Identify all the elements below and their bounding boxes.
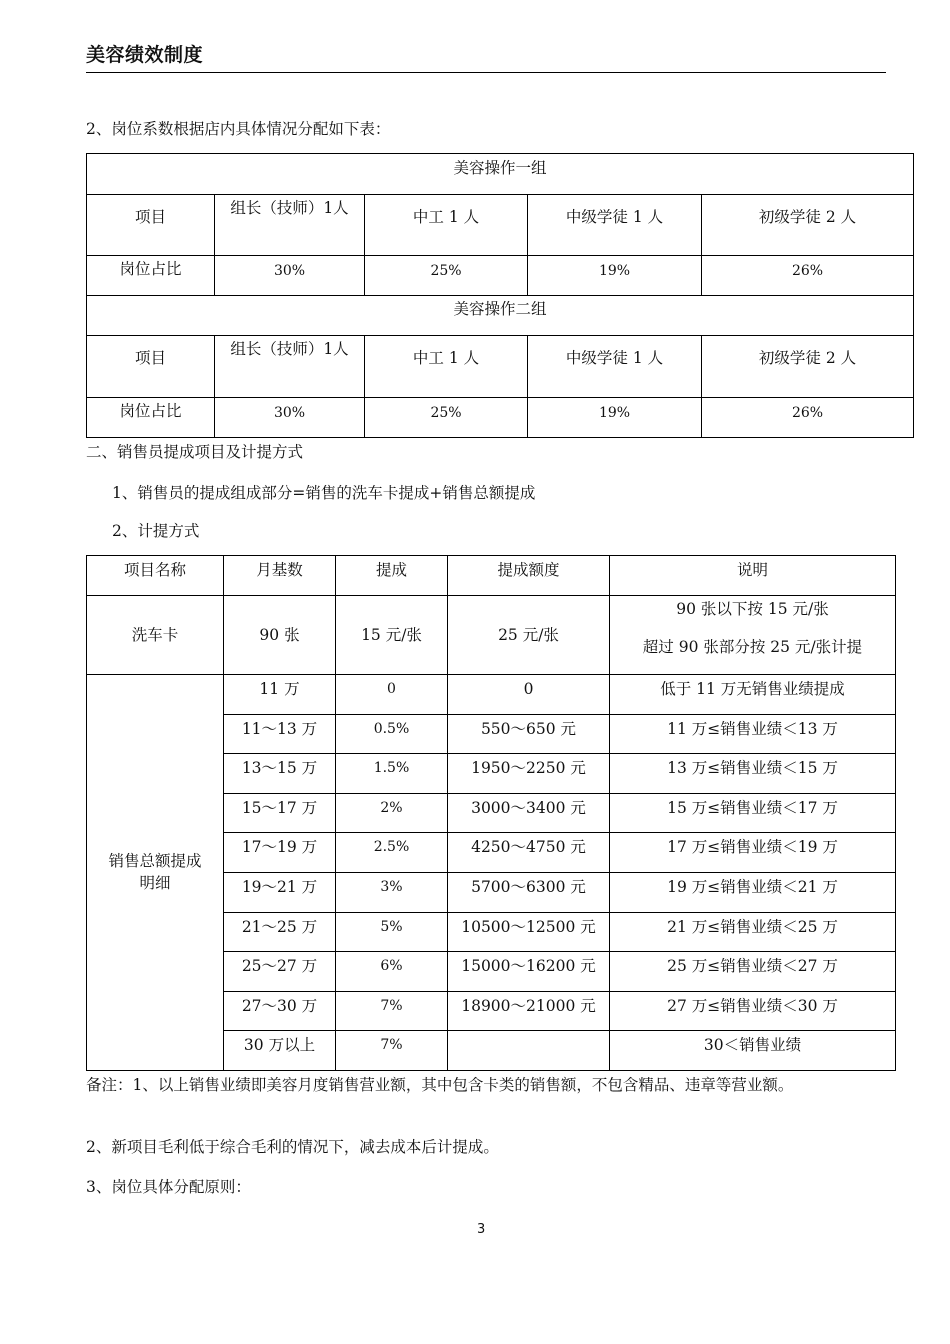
sales-rate-cell: 3% <box>336 872 448 912</box>
table-row <box>87 675 896 715</box>
sales-amount-cell: 10500～12500 元 <box>448 912 610 952</box>
header-cell: 中工 1 人 <box>365 336 528 398</box>
sales-rate-cell: 0.5% <box>336 714 448 754</box>
sales-detail-label: 销售总额提成明细 <box>87 675 224 1071</box>
header-cell: 项目 <box>87 336 215 398</box>
sales-note-cell: 19 万≤销售业绩＜21 万 <box>610 872 896 912</box>
value-cell: 30% <box>215 398 365 438</box>
sales-rate-cell: 2% <box>336 793 448 833</box>
header-divider <box>86 72 886 73</box>
sales-range-cell: 27～30 万 <box>224 991 336 1031</box>
wash-card-base: 90 张 <box>224 596 336 675</box>
sales-rate-cell: 2.5% <box>336 833 448 873</box>
header-cell: 初级学徒 2 人 <box>702 336 914 398</box>
value-cell: 30% <box>215 256 365 296</box>
sales-range-cell: 13～15 万 <box>224 754 336 794</box>
value-label-cell: 岗位占比 <box>87 398 215 438</box>
sales-amount-cell: 18900～21000 元 <box>448 991 610 1031</box>
group-title: 美容操作一组 <box>87 154 914 195</box>
sales-note-cell: 27 万≤销售业绩＜30 万 <box>610 991 896 1031</box>
column-header: 提成额度 <box>448 556 610 596</box>
value-cell: 26% <box>702 256 914 296</box>
note-1: 备注：1、以上销售业绩即美容月度销售营业额，其中包含卡类的销售额，不包含精品、违章等营业额。 <box>86 1076 794 1094</box>
header-cell: 中级学徒 1 人 <box>528 336 702 398</box>
column-header: 月基数 <box>224 556 336 596</box>
note-2: 2、新项目毛利低于综合毛利的情况下，减去成本后计提成。 <box>86 1138 499 1156</box>
group-title: 美容操作二组 <box>87 296 914 336</box>
value-label-cell: 岗位占比 <box>87 256 215 296</box>
wash-card-quota: 25 元/张 <box>448 596 610 675</box>
header-cell: 组长（技师）1人 <box>215 336 365 398</box>
section-paragraph-1: 1、销售员的提成组成部分=销售的洗车卡提成+销售总额提成 <box>112 484 536 502</box>
column-header: 说明 <box>610 556 896 596</box>
sales-range-cell: 11～13 万 <box>224 714 336 754</box>
header-cell: 中级学徒 1 人 <box>528 195 702 256</box>
sales-amount-cell <box>448 1031 610 1071</box>
sales-amount-cell: 3000～3400 元 <box>448 793 610 833</box>
sales-amount-cell: 0 <box>448 675 610 715</box>
intro-paragraph: 2、岗位系数根据店内具体情况分配如下表： <box>86 120 391 138</box>
sales-rate-cell: 1.5% <box>336 754 448 794</box>
header-cell: 初级学徒 2 人 <box>702 195 914 256</box>
sales-rate-cell: 5% <box>336 912 448 952</box>
sales-rate-cell: 0 <box>336 675 448 715</box>
value-cell: 19% <box>528 256 702 296</box>
section-paragraph-2: 2、计提方式 <box>112 522 200 540</box>
sales-amount-cell: 15000～16200 元 <box>448 952 610 992</box>
wash-card-note <box>610 596 896 675</box>
sales-range-cell: 15～17 万 <box>224 793 336 833</box>
sales-note-cell: 25 万≤销售业绩＜27 万 <box>610 952 896 992</box>
value-cell: 19% <box>528 398 702 438</box>
column-header: 提成 <box>336 556 448 596</box>
sales-amount-cell: 4250～4750 元 <box>448 833 610 873</box>
header-cell: 项目 <box>87 195 215 256</box>
column-header: 项目名称 <box>87 556 224 596</box>
sales-range-cell: 19～21 万 <box>224 872 336 912</box>
sales-amount-cell: 550～650 元 <box>448 714 610 754</box>
sales-note-cell: 低于 11 万无销售业绩提成 <box>610 675 896 715</box>
wash-card-note-line: 90 张以下按 15 元/张 <box>676 600 829 618</box>
note-3: 3、岗位具体分配原则： <box>86 1178 251 1196</box>
value-cell: 25% <box>365 256 528 296</box>
sales-range-cell: 21～25 万 <box>224 912 336 952</box>
sales-rate-cell: 7% <box>336 1031 448 1071</box>
sales-amount-cell: 1950～2250 元 <box>448 754 610 794</box>
commission-table <box>86 555 896 1071</box>
document-header-title: 美容绩效制度 <box>86 44 204 66</box>
wash-card-name: 洗车卡 <box>87 596 224 675</box>
sales-rate-cell: 6% <box>336 952 448 992</box>
sales-note-cell: 15 万≤销售业绩＜17 万 <box>610 793 896 833</box>
sales-range-cell: 25～27 万 <box>224 952 336 992</box>
page-number: 3 <box>477 1222 486 1237</box>
sales-range-cell: 17～19 万 <box>224 833 336 873</box>
sales-amount-cell: 5700～6300 元 <box>448 872 610 912</box>
sales-range-cell: 11 万 <box>224 675 336 715</box>
sales-note-cell: 30＜销售业绩 <box>610 1031 896 1071</box>
header-cell: 中工 1 人 <box>365 195 528 256</box>
sales-rate-cell: 7% <box>336 991 448 1031</box>
wash-card-note-line: 超过 90 张部分按 25 元/张计提 <box>642 638 863 656</box>
section-heading: 二、销售员提成项目及计提方式 <box>86 443 304 461</box>
sales-note-cell: 13 万≤销售业绩＜15 万 <box>610 754 896 794</box>
sales-note-cell: 21 万≤销售业绩＜25 万 <box>610 912 896 952</box>
header-cell: 组长（技师）1人 <box>215 195 365 256</box>
value-cell: 26% <box>702 398 914 438</box>
sales-note-cell: 11 万≤销售业绩＜13 万 <box>610 714 896 754</box>
wash-card-rate: 15 元/张 <box>336 596 448 675</box>
value-cell: 25% <box>365 398 528 438</box>
sales-note-cell: 17 万≤销售业绩＜19 万 <box>610 833 896 873</box>
sales-rows <box>87 675 896 1071</box>
position-ratio-table <box>86 153 914 438</box>
sales-range-cell: 30 万以上 <box>224 1031 336 1071</box>
